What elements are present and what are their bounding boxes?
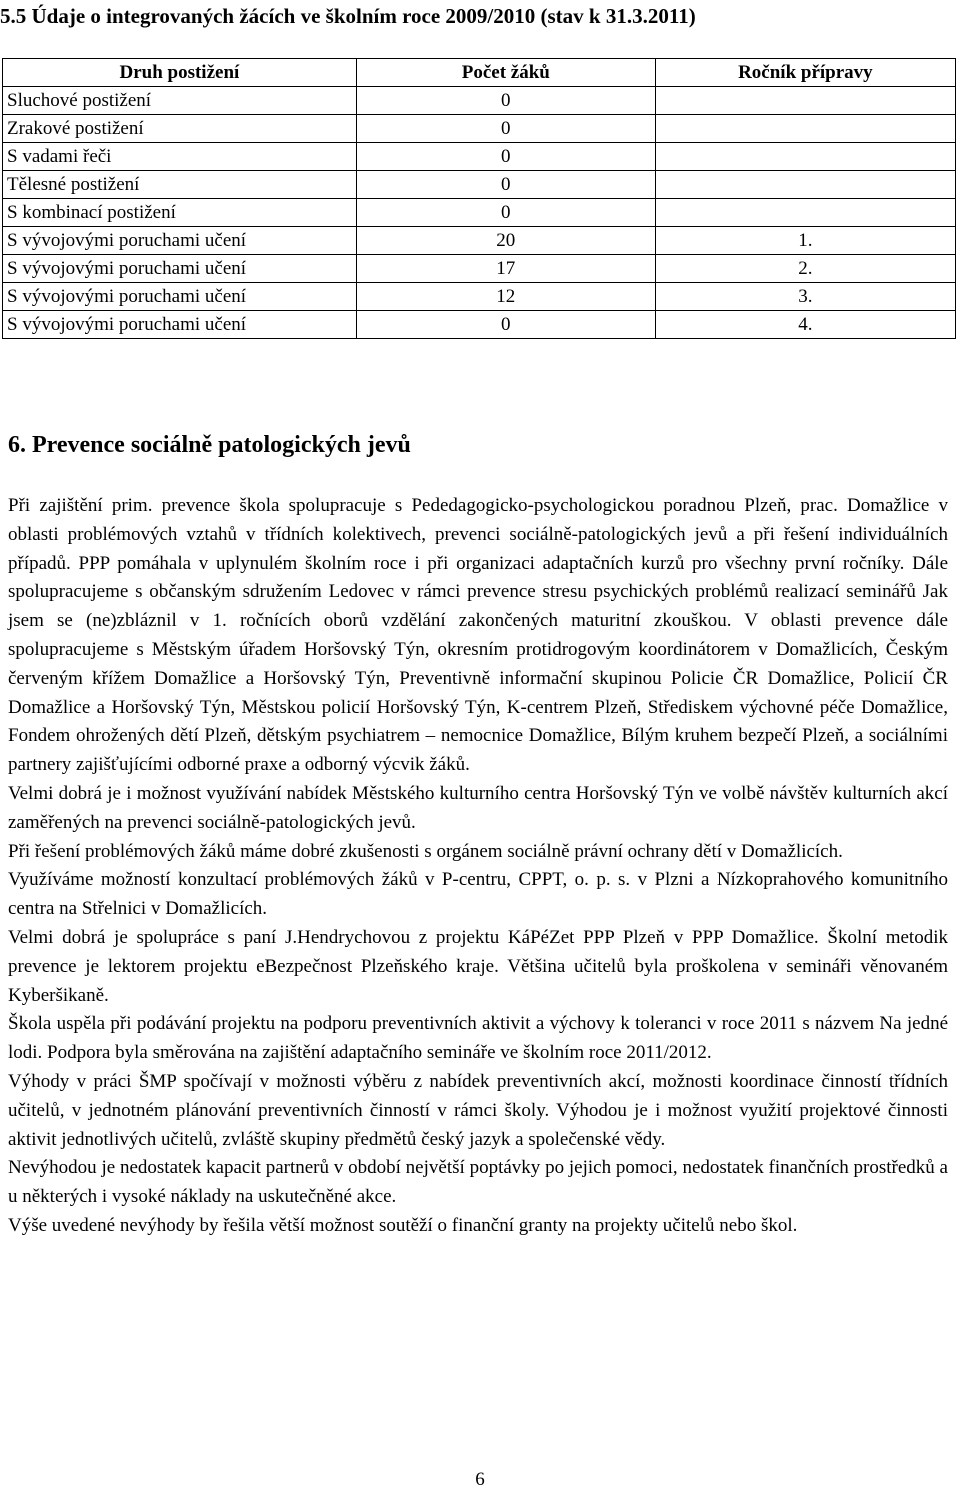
paragraph: Výše uvedené nevýhody by řešila větší možnost soutěží o finanční granty na projekty učitelů nebo škol. xyxy=(8,1214,798,1236)
paragraph: Velmi dobrá je i možnost využívání nabídek Městského kulturního centra Horšovský Týn ve volbě návštěv kulturních akcí zaměřených na prevenci sociálně-patologických jevů. xyxy=(8,782,948,833)
cell-grade xyxy=(655,143,955,171)
cell-pupil-count: 0 xyxy=(356,311,655,339)
cell-pupil-count: 0 xyxy=(356,199,655,227)
table-row xyxy=(3,115,956,143)
cell-grade: 2. xyxy=(655,255,955,283)
column-header-pupil-count: Počet žáků xyxy=(356,59,655,87)
cell-disability-type: S vadami řeči xyxy=(3,143,357,171)
column-header-disability-type: Druh postižení xyxy=(3,59,357,87)
cell-pupil-count: 0 xyxy=(356,115,655,143)
table-row xyxy=(3,143,956,171)
paragraph: Využíváme možností konzultací problémových žáků v P-centru, CPPT, o. p. s. v Plzni a Nízkoprahového komunitního centra na Střelnici v Domažlicích. xyxy=(8,869,948,920)
cell-grade: 4. xyxy=(655,311,955,339)
cell-grade: 1. xyxy=(655,227,955,255)
table-row xyxy=(3,311,956,339)
cell-pupil-count: 0 xyxy=(356,171,655,199)
section-heading-prevention: 6. Prevence sociálně patologických jevů xyxy=(8,432,411,458)
table-row xyxy=(3,255,956,283)
cell-grade xyxy=(655,199,955,227)
cell-grade: 3. xyxy=(655,283,955,311)
cell-pupil-count: 12 xyxy=(356,283,655,311)
table-row xyxy=(3,283,956,311)
page-number: 6 xyxy=(475,1469,485,1490)
paragraph: Velmi dobrá je spolupráce s paní J.Hendrychovou z projektu KáPéZet PPP Plzeň v PPP Domažlice. Školní metodik prevence je lektorem projektu eBezpečnost Plzeňského kraje. Většina učitelů byla proškolena v semináři věnovaném Kyberšikaně. xyxy=(8,926,948,1006)
integrated-pupils-table xyxy=(2,58,956,339)
cell-disability-type: S kombinací postižení xyxy=(3,199,357,227)
cell-pupil-count: 0 xyxy=(356,87,655,115)
cell-disability-type: S vývojovými poruchami učení xyxy=(3,311,357,339)
table-row xyxy=(3,171,956,199)
cell-disability-type: S vývojovými poruchami učení xyxy=(3,283,357,311)
cell-disability-type: S vývojovými poruchami učení xyxy=(3,227,357,255)
cell-pupil-count: 0 xyxy=(356,143,655,171)
cell-pupil-count: 17 xyxy=(356,255,655,283)
paragraph: Výhody v práci ŠMP spočívají v možnosti výběru z nabídek preventivních akcí, možnosti koordinace činností třídních učitelů, v jednotném plánování preventivních činností v rámci školy. Výhodou je i možnost využití projektové činnosti aktivit jednotlivých učitelů, zvláště skupiny předmětů český jazyk a společenské vědy. xyxy=(8,1070,948,1150)
section-title: 5.5 Údaje o integrovaných žácích ve školním roce 2009/2010 (stav k 31.3.2011) xyxy=(0,4,696,28)
table-row xyxy=(3,199,956,227)
paragraph: Škola uspěla při podávání projektu na podporu preventivních aktivit a výchovy k toleranci v roce 2011 s názvem Na jedné lodi. Podpora byla směrována na zajištění adaptačního semináře ve školním roce 2011/2012. xyxy=(8,1013,948,1064)
cell-disability-type: S vývojovými poruchami učení xyxy=(3,255,357,283)
cell-disability-type: Sluchové postižení xyxy=(3,87,357,115)
body-text xyxy=(8,492,948,1241)
cell-grade xyxy=(655,171,955,199)
cell-disability-type: Zrakové postižení xyxy=(3,115,357,143)
cell-disability-type: Tělesné postižení xyxy=(3,171,357,199)
column-header-grade: Ročník přípravy xyxy=(655,59,955,87)
paragraph: Při řešení problémových žáků máme dobré zkušenosti s orgánem sociálně právní ochrany dětí v Domažlicích. xyxy=(8,840,843,862)
paragraph: Nevýhodou je nedostatek kapacit partnerů v období největší poptávky po jejich pomoci, nedostatek finančních prostředků a u některých i vysoké náklady na uskutečněné akce. xyxy=(8,1157,948,1208)
cell-grade xyxy=(655,115,955,143)
cell-grade xyxy=(655,87,955,115)
cell-pupil-count: 20 xyxy=(356,227,655,255)
table-header-row xyxy=(3,59,956,87)
paragraph: Při zajištění prim. prevence škola spolupracuje s Pededagogicko-psychologickou poradnou Plzeň, prac. Domažlice v oblasti problémových vztahů v třídních kolektivech, prevenci sociálně-patologických jevů a při řešení individuálních případů. PPP pomáhala v uplynulém školním roce i při organizaci adaptačních kurzů pro všechny první ročníky. Dále spolupracujeme s občanským sdružením Ledovec v rámci prevence stresu psychických problémů realizací seminářů Jak jsem se (ne)zbláznil v 1. ročnících oborů vzdělání zakončených maturitní zkouškou. V oblasti prevence dále spolupracujeme s Městským úřadem Horšovský Týn, okresním protidrogovým koordinátorem v Domažlicích, Českým červeným křížem Domažlice a Horšovský Týn, Preventivně informační skupinou Policie ČR Domažlice, Policií ČR Domažlice a Horšovský Týn, Městskou policií Horšovský Týn, K-centrem Plzeň, Střediskem výchovné péče Domažlice, Fondem ohrožených dětí Plzeň, dětským psychiatrem – nemocnice Domažlice, Bílým kruhem bezpečí Plzeň, a sociálními partnery zajišťujícími odborné praxe a odborný výcvik žáků. xyxy=(8,495,948,776)
table-row xyxy=(3,227,956,255)
table-row xyxy=(3,87,956,115)
